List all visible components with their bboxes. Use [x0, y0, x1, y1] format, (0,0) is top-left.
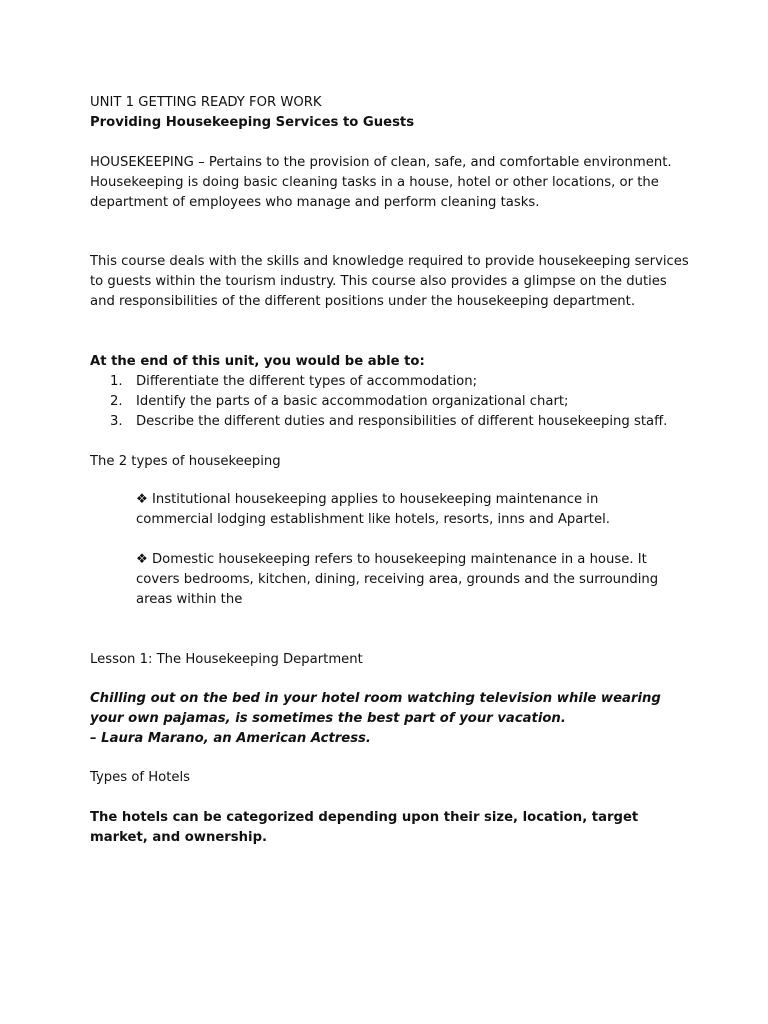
- domestic-housekeeping-item: ❖ Domestic housekeeping refers to housekeeping maintenance in a house. It covers bedrooms, kitchen, dining, receiving area, grounds and the surrounding areas within the: [136, 552, 659, 607]
- objectives-list: [110, 372, 710, 432]
- objective-text: Differentiate the different types of accommodation;: [136, 374, 478, 389]
- institutional-housekeeping-item: ❖ Institutional housekeeping applies to housekeeping maintenance in commercial lodging establishment like hotels, resorts, inns and Apartel.: [136, 492, 610, 527]
- objective-number: 2.: [110, 394, 123, 409]
- course-description: This course deals with the skills and knowledge required to provide housekeeping services to guests within the tourism industry. This course also provides a glimpse on the duties and responsibilities of the different positions under the housekeeping department.: [90, 254, 689, 309]
- objective-item: [110, 372, 710, 392]
- types-heading: The 2 types of housekeeping: [90, 454, 281, 469]
- objective-number: 3.: [110, 414, 123, 429]
- objectives-heading: At the end of this unit, you would be able to:: [90, 354, 425, 369]
- subtitle: Providing Housekeeping Services to Guests: [90, 115, 415, 130]
- objective-text: Describe the different duties and responsibilities of different housekeeping staff.: [136, 414, 668, 429]
- objective-text: Identify the parts of a basic accommodation organizational chart;: [136, 394, 569, 409]
- lesson-title: Lesson 1: The Housekeeping Department: [90, 652, 363, 667]
- objective-number: 1.: [110, 374, 123, 389]
- objective-item: [110, 412, 710, 432]
- hotels-heading: Types of Hotels: [90, 770, 191, 785]
- unit-title: UNIT 1 GETTING READY FOR WORK: [90, 95, 322, 110]
- hotels-description: The hotels can be categorized depending upon their size, location, target market, and ownership.: [90, 810, 639, 845]
- quote-text: Chilling out on the bed in your hotel room watching television while wearing your own pajamas, is sometimes the best part of your vacation.: [90, 691, 661, 726]
- quote-attribution: – Laura Marano, an American Actress.: [90, 731, 371, 746]
- housekeeping-definition: HOUSEKEEPING – Pertains to the provision of clean, safe, and comfortable environment. Housekeeping is doing basic cleaning tasks in a house, hotel or other locations, or the department of employees who manage and perform cleaning tasks.: [90, 155, 672, 210]
- objective-item: [110, 392, 710, 412]
